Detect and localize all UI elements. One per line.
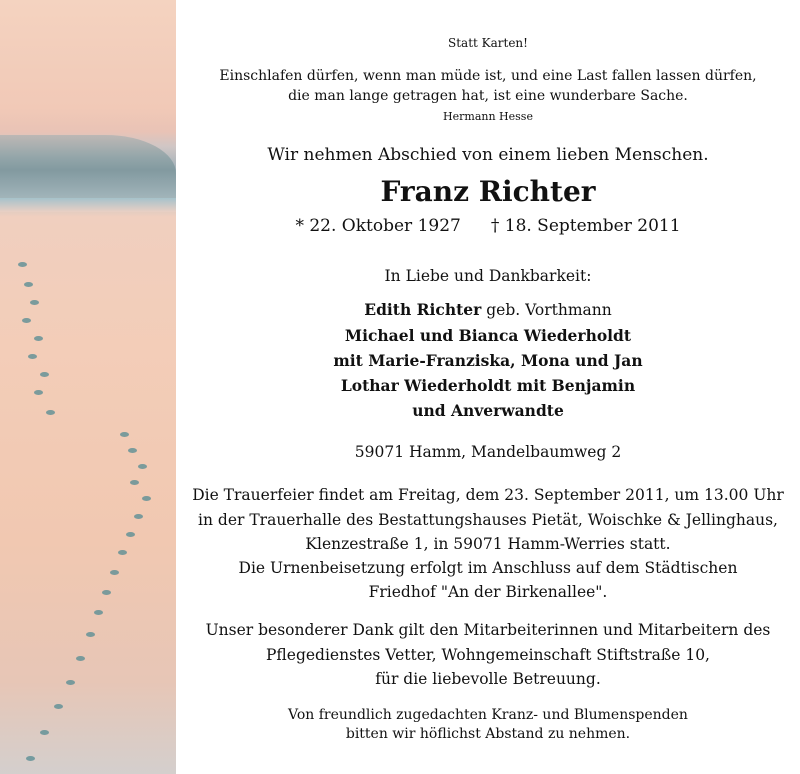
footprint — [30, 300, 39, 305]
mourner-widow-name: Edith Richter — [364, 300, 482, 319]
footprint — [118, 550, 127, 555]
obituary-text — [186, 0, 790, 774]
footprint — [28, 354, 37, 359]
intro-line: Wir nehmen Abschied von einem lieben Menschen. — [267, 145, 709, 165]
footprint — [102, 590, 111, 595]
quote-author: Hermann Hesse — [443, 110, 533, 123]
footprint — [34, 390, 43, 395]
footprint — [142, 496, 151, 501]
ceremony-line-4: Die Urnenbeisetzung erfolgt im Anschluss auf dem Städtischen — [238, 559, 738, 577]
shoreline — [0, 198, 176, 212]
mourner-widow-birthname: geb. Vorthmann — [481, 301, 612, 319]
footprint — [94, 610, 103, 615]
footprint — [76, 656, 85, 661]
closing-line-2: bitten wir höflichst Abstand zu nehmen. — [345, 726, 631, 742]
footprint — [22, 318, 31, 323]
mourners-intro: In Liebe und Dankbarkeit: — [384, 267, 592, 285]
footprint — [138, 464, 147, 469]
quote-line-1: Einschlafen dürfen, wenn man müde ist, und eine Last fallen lassen dürfen, — [219, 68, 757, 84]
footprint — [66, 680, 75, 685]
ceremony-line-1: Die Trauerfeier findet am Freitag, dem 23. September 2011, um 13.00 Uhr — [192, 486, 784, 504]
thanks-line-1: Unser besonderer Dank gilt den Mitarbeiterinnen und Mitarbeitern des — [205, 621, 771, 639]
footprint — [128, 448, 137, 453]
footprint — [126, 532, 135, 537]
thanks-line-2: Pflegedienstes Vetter, Wohngemeinschaft Stiftstraße 10, — [266, 646, 710, 664]
closing-line-1: Von freundlich zugedachten Kranz- und Blumenspenden — [288, 707, 688, 723]
quote-line-2: die man lange getragen hat, ist eine wunderbare Sache. — [288, 88, 688, 104]
footprint — [34, 336, 43, 341]
birth-date: * 22. Oktober 1927 — [295, 216, 461, 236]
mourner-line-1 — [186, 300, 790, 319]
address: 59071 Hamm, Mandelbaumweg 2 — [354, 443, 622, 461]
footprint — [46, 410, 55, 415]
ceremony-line-3: Klenzestraße 1, in 59071 Hamm-Werries statt. — [305, 535, 671, 553]
footprint — [40, 372, 49, 377]
beach-footprints-photo — [0, 0, 176, 774]
footprint — [40, 730, 49, 735]
death-date: † 18. September 2011 — [490, 216, 681, 236]
life-dates — [186, 216, 790, 236]
header-note: Statt Karten! — [448, 36, 528, 50]
mourner-line-4: Lothar Wiederholdt mit Benjamin — [340, 376, 636, 395]
footprint — [134, 514, 143, 519]
footprint — [110, 570, 119, 575]
thanks-line-3: für die liebevolle Betreuung. — [375, 670, 601, 688]
footprint — [54, 704, 63, 709]
dune-hills — [0, 135, 176, 199]
footprint — [86, 632, 95, 637]
ceremony-line-2: in der Trauerhalle des Bestattungshauses Pietät, Woischke & Jellinghaus, — [198, 511, 778, 529]
footprint — [130, 480, 139, 485]
footprint — [18, 262, 27, 267]
mourner-line-3: mit Marie-Franziska, Mona und Jan — [333, 351, 643, 370]
mourner-line-2: Michael und Bianca Wiederholdt — [344, 326, 632, 345]
footprint — [26, 756, 35, 761]
mourner-line-5: und Anverwandte — [412, 401, 564, 420]
ceremony-line-5: Friedhof "An der Birkenallee". — [368, 583, 608, 601]
footprint — [24, 282, 33, 287]
footprint — [120, 432, 129, 437]
deceased-name: Franz Richter — [380, 175, 596, 208]
